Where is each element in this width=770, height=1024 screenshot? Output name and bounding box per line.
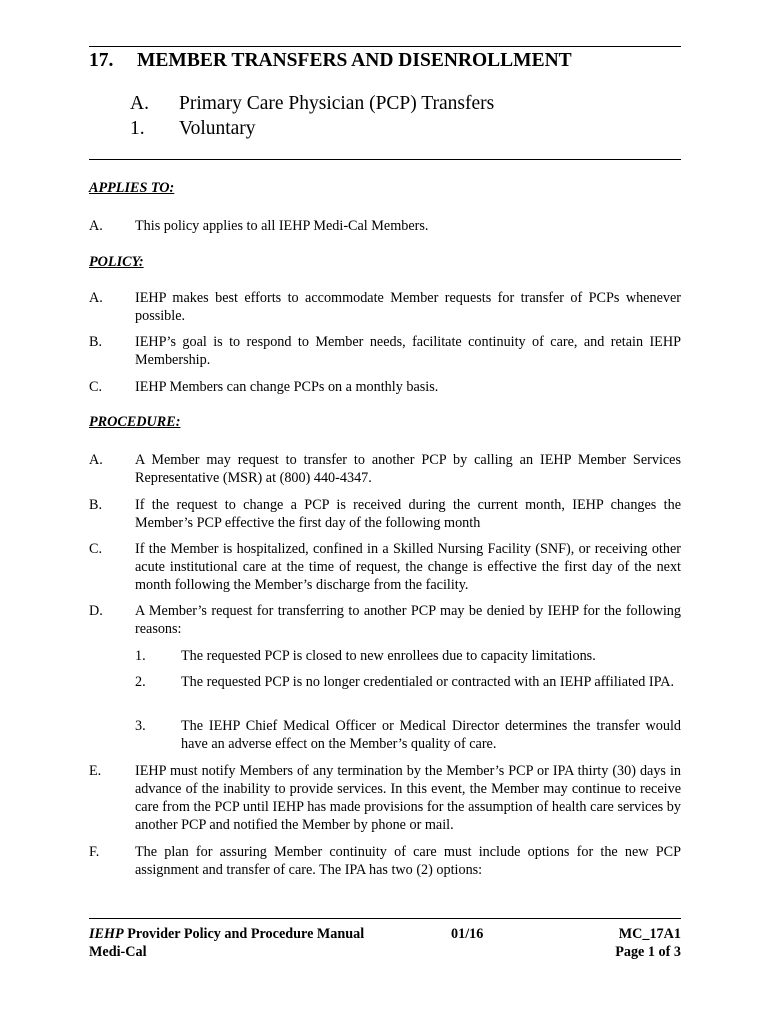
item-text: If the request to change a PCP is received during the current month, IEHP changes the Member’s PCP effective the first day of the following month	[135, 497, 681, 531]
item-label: C.	[89, 541, 103, 557]
subitem-text: The requested PCP is no longer credentialed or contracted with an IEHP affiliated IPA.	[181, 674, 675, 690]
item-text: A Member may request to transfer to another PCP by calling an IEHP Member Services Representative (MSR) at (800) 440-4347.	[135, 452, 681, 486]
procedure-d-subitem-3	[135, 717, 681, 753]
policy-item-c	[89, 378, 681, 396]
policy-item-b	[89, 333, 681, 369]
procedure-heading: PROCEDURE:	[89, 414, 181, 430]
footer-rule	[89, 918, 681, 919]
procedure-item-a	[89, 451, 681, 487]
subitem-label: 3.	[135, 718, 146, 734]
footer-program: Medi-Cal	[89, 944, 147, 960]
item-text: IEHP must notify Members of any termination by the Member’s PCP or IPA thirty (30) days in advance of the inability to provide services. In this event, the Member may continue to receive care from the PCP until IEHP has made provisions for the assumption of health care services by another PCP and notified the Member by phone or mail.	[135, 763, 681, 833]
top-rule	[89, 46, 681, 47]
item-text: If the Member is hospitalized, confined in a Skilled Nursing Facility (SNF), or receiving other acute institutional care at the time of request, the change is effective the first day of the next month following the Member’s discharge from the facility.	[135, 541, 681, 593]
item-label: A.	[89, 218, 103, 234]
item-label: F.	[89, 844, 100, 860]
item-label: E.	[89, 763, 102, 779]
subitem-label: 1.	[135, 648, 146, 664]
applies-to-heading: APPLIES TO:	[89, 180, 175, 196]
subsub-heading	[130, 118, 256, 140]
subsub-heading-label: 1.	[130, 118, 145, 139]
item-label: A.	[89, 290, 103, 306]
item-label: B.	[89, 497, 103, 513]
policy-heading: POLICY:	[89, 254, 144, 270]
item-label: C.	[89, 379, 103, 395]
sub-heading	[130, 93, 494, 115]
footer-manual-title	[89, 925, 364, 943]
procedure-item-c	[89, 540, 681, 594]
item-text: This policy applies to all IEHP Medi-Cal Members.	[135, 218, 429, 234]
subitem-label: 2.	[135, 674, 146, 690]
section-number: 17.	[89, 50, 114, 71]
applies-to-item-a	[89, 217, 681, 235]
footer-policy-code: MC_17A1	[618, 926, 681, 942]
item-text: A Member’s request for transferring to another PCP may be denied by IEHP for the following reasons:	[135, 603, 681, 637]
procedure-item-b	[89, 496, 681, 532]
procedure-item-d	[89, 602, 681, 638]
item-label: D.	[89, 603, 103, 619]
sub-heading-label: A.	[130, 93, 149, 114]
subitem-text: The IEHP Chief Medical Officer or Medical Director determines the transfer would have an adverse effect on the Member’s quality of care.	[181, 718, 681, 752]
procedure-item-f	[89, 843, 681, 879]
item-text: IEHP makes best efforts to accommodate Member requests for transfer of PCPs whenever possible.	[135, 290, 681, 324]
sub-heading-text: Primary Care Physician (PCP) Transfers	[179, 93, 495, 114]
item-label: A.	[89, 452, 103, 468]
item-label: B.	[89, 334, 103, 350]
footer-manual-rest: Provider Policy and Procedure Manual	[123, 926, 365, 942]
item-text: The plan for assuring Member continuity of care must include options for the new PCP assignment and transfer of care. The IPA has two (2) options:	[135, 844, 681, 878]
policy-item-a	[89, 289, 681, 325]
footer-manual-prefix: IEHP	[89, 926, 124, 942]
item-text: IEHP Members can change PCPs on a monthly basis.	[135, 379, 439, 395]
procedure-item-e	[89, 762, 681, 834]
procedure-d-subitem-2	[135, 673, 681, 691]
item-text: IEHP’s goal is to respond to Member needs, facilitate continuity of care, and retain IEHP Membership.	[135, 334, 681, 368]
footer-page-number: Page 1 of 3	[615, 944, 681, 960]
subsub-heading-text: Voluntary	[179, 118, 256, 139]
footer-date: 01/16	[451, 926, 484, 942]
subitem-text: The requested PCP is closed to new enrollees due to capacity limitations.	[181, 648, 596, 664]
section-title-text: MEMBER TRANSFERS AND DISENROLLMENT	[137, 50, 572, 71]
header-bottom-rule	[89, 159, 681, 160]
section-title	[89, 50, 572, 72]
procedure-d-subitem-1	[135, 647, 681, 665]
